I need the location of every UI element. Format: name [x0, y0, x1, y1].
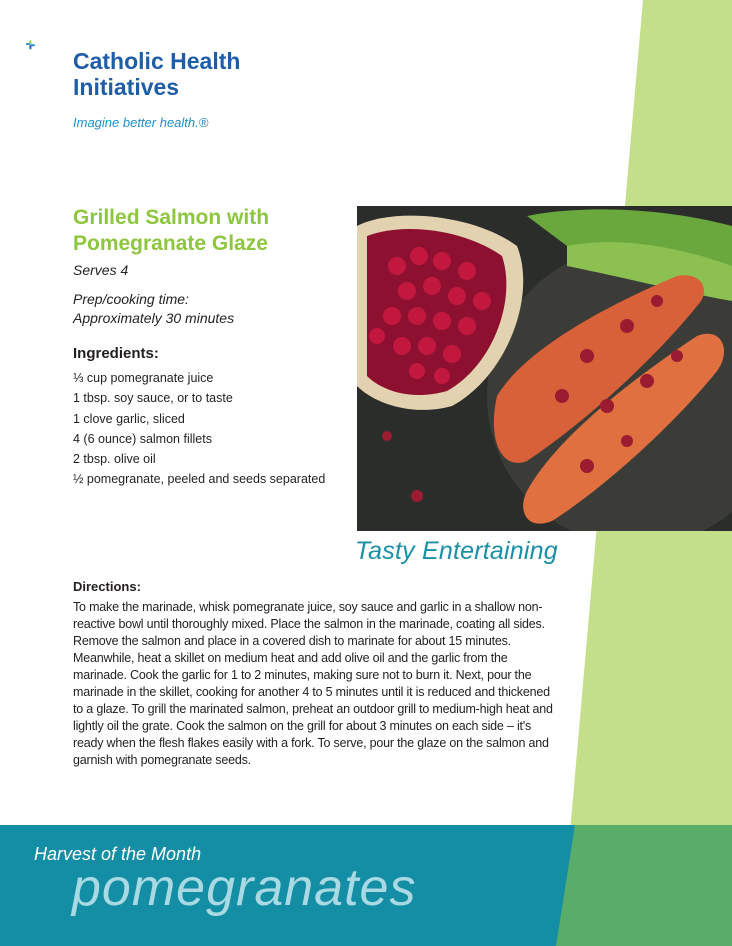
- harvest-label: Harvest of the Month: [34, 844, 202, 864]
- ingredient-item: 1 clove garlic, sliced: [73, 411, 185, 426]
- ingredient-item: ⅓ cup pomegranate juice: [73, 371, 214, 385]
- produce-name: pomegranates: [72, 859, 417, 917]
- ingredients-heading: Ingredients:: [73, 345, 159, 362]
- serves-text: Serves 4: [73, 262, 129, 278]
- prep-time: Prep/cooking time: Approximately 30 minutes: [73, 291, 235, 326]
- section-label: Tasty Entertaining: [355, 537, 558, 565]
- ingredient-item: 4 (6 ounce) salmon fillets: [73, 431, 212, 446]
- ingredient-item: 1 tbsp. soy sauce, or to taste: [73, 391, 233, 406]
- ingredients-list: [73, 368, 325, 490]
- logo-tagline: Imagine better health.®: [73, 115, 209, 130]
- directions-text: To make the marinade, whisk pomegranate juice, soy sauce and garlic in a shallow non-reactive bowl until thoroughly mixed. Place the salmon in the marinade, coating all sides. Remove the salmon and place in a covered dish to marinate for about 15 minutes. Meanwhile, heat a skillet on medium heat and add olive oil and the garlic from the marinade. Cook the garlic for 1 to 2 minutes, making sure not to burn it. Next, pour the marinade in the skillet, cooking for another 4 to 5 minutes until it is reduced and thickened to a glaze. To grill the marinated salmon, preheat an outdoor grill to medium-high heat and lightly oil the grate. Cook the salmon on the grill for about 3 minutes on each side – it's ready when the flesh flakes easily with a fork. To serve, pour the glaze on the salmon and garnish with pomegranate seeds.: [73, 600, 553, 767]
- salmon-photo: [357, 206, 732, 531]
- cross-logo-icon: [26, 26, 76, 76]
- logo-name: Catholic Health Initiatives: [73, 48, 241, 100]
- ingredient-item: 2 tbsp. olive oil: [73, 452, 156, 467]
- directions-heading: Directions:: [73, 579, 141, 594]
- ingredient-item: ½ pomegranate, peeled and seeds separated: [73, 472, 326, 487]
- recipe-title: Grilled Salmon with Pomegranate Glaze: [73, 206, 270, 255]
